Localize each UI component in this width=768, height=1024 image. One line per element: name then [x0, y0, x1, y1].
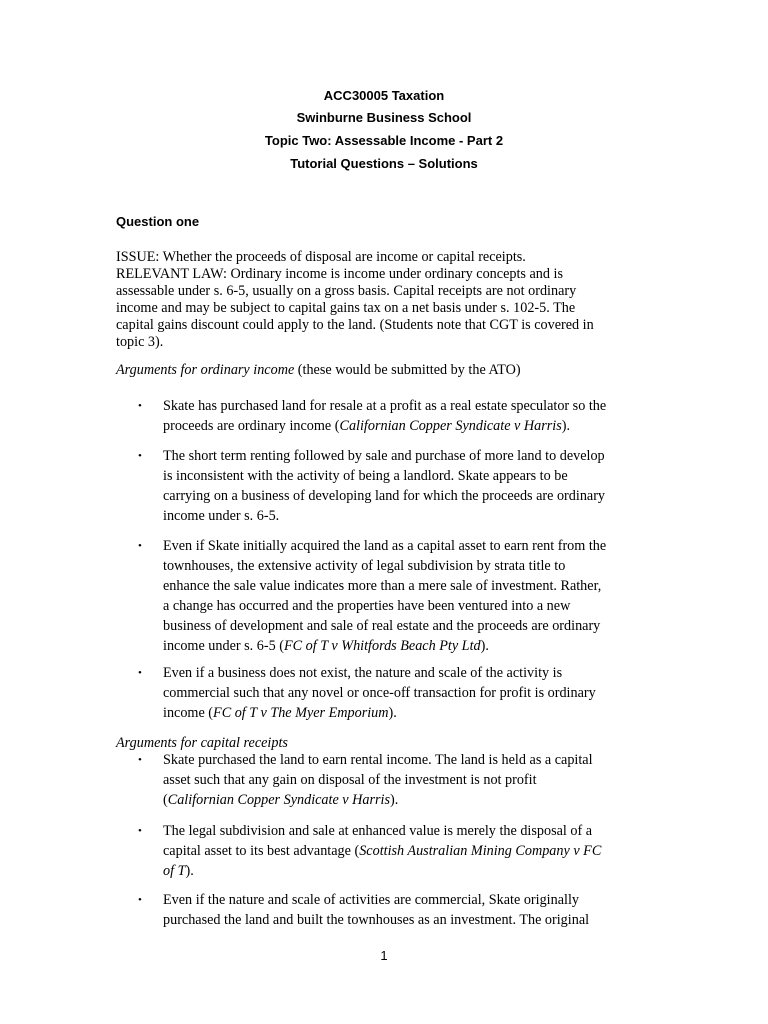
document-subtitle: Tutorial Questions – Solutions: [290, 156, 478, 171]
page-number: 1: [380, 948, 388, 963]
ordinary-income-heading: Arguments for ordinary income (these would be submitted by the ATO): [116, 362, 521, 378]
law-line: capital gains discount could apply to the land. (Students note that CGT is covered in: [116, 317, 594, 333]
law-line: RELEVANT LAW: Ordinary income is income under ordinary concepts and is: [116, 266, 563, 282]
case-citation: FC of T v The Myer Emporium: [213, 705, 389, 721]
bullet-icon: •: [138, 825, 142, 837]
bullet-icon: •: [138, 400, 142, 412]
case-citation: of T: [163, 863, 186, 879]
case-citation: Californian Copper Syndicate v Harris: [167, 792, 390, 808]
capital-receipts-heading: Arguments for capital receipts: [116, 735, 288, 751]
case-citation: Californian Copper Syndicate v Harris: [339, 418, 562, 434]
bullet-icon: •: [138, 540, 142, 552]
case-citation: FC of T v Whitfords Beach Pty Ltd: [283, 638, 481, 654]
bullet-icon: •: [138, 450, 142, 462]
issue-statement: ISSUE: Whether the proceeds of disposal are income or capital receipts.: [116, 249, 526, 265]
law-line: topic 3).: [116, 334, 164, 350]
course-title: ACC30005 Taxation: [323, 88, 445, 103]
relevant-law-paragraph: [116, 266, 651, 351]
case-citation: Scottish Australian Mining Company v FC: [359, 843, 602, 859]
law-line: assessable under s. 6-5, usually on a gross basis. Capital receipts are not ordinary: [116, 283, 577, 299]
document-page: ACC30005 Taxation Swinburne Business School Topic Two: Assessable Income - Part 2 Tutorial Questions – Solutions Question one ISSUE: Whether the proceeds of disposal are income or capital receipts. RELEVANT LAW: Ordinary income is income under ordinary concepts and is assessable under s. 6-5, usually on a gross basis. Capital receipts are not ordinary income and may be subject to capital gains tax on a net basis under s. 102-5. The capital gains discount could apply to the land. (Students note that CGT is covered in topic 3). Arguments for ordinary income (these would be submitted by the ATO) • Skate has purchased land for resale at a profit as a real estate speculator so the proceeds are ordinary income (Californian Copper Syndicate v Harris). • The short term renting followed by sale and purchase of more land to develop is inconsistent with the activity of being a landlord. Skate appears to be carrying on a business of developing land for which the proceeds are ordinary income under s. 6-5. • Even if Skate initially acquired the land as a capital asset to earn rent from the townhouses, the extensive activity of legal subdivision by strata title to enhance the sale value indicates more than a mere sale of investment. Rather, a change has occurred and the properties have been ventured into a new business of development and sale of real estate and the proceeds are ordinary income under s. 6-5 (FC of T v Whitfords Beach Pty Ltd). • Even if a business does not exist, the nature and scale of the activity is commercial such that any novel or once-off transaction for profit is ordinary income (FC of T v The Myer Emporium). Arguments for capital receipts • Skate purchased the land to earn rental income. The land is held as a capital asset such that any gain on disposal of the investment is not profit (Californian Copper Syndicate v Harris). • The legal subdivision and sale at enhanced value is merely the disposal of a capital asset to its best advantage (Scottish Australian Mining Company v FC of T). • Even if the nature and scale of activities are commercial, Skate originally purchased the land and built the townhouses as an investment. The original 1: [0, 0, 768, 1024]
bullet-icon: •: [138, 754, 142, 766]
bullet-icon: •: [138, 894, 142, 906]
question-heading: Question one: [116, 214, 200, 229]
topic-title: Topic Two: Assessable Income - Part 2: [264, 133, 504, 148]
school-name: Swinburne Business School: [296, 110, 472, 125]
law-line: income and may be subject to capital gains tax on a net basis under s. 102-5. The: [116, 300, 576, 316]
bullet-icon: •: [138, 667, 142, 679]
